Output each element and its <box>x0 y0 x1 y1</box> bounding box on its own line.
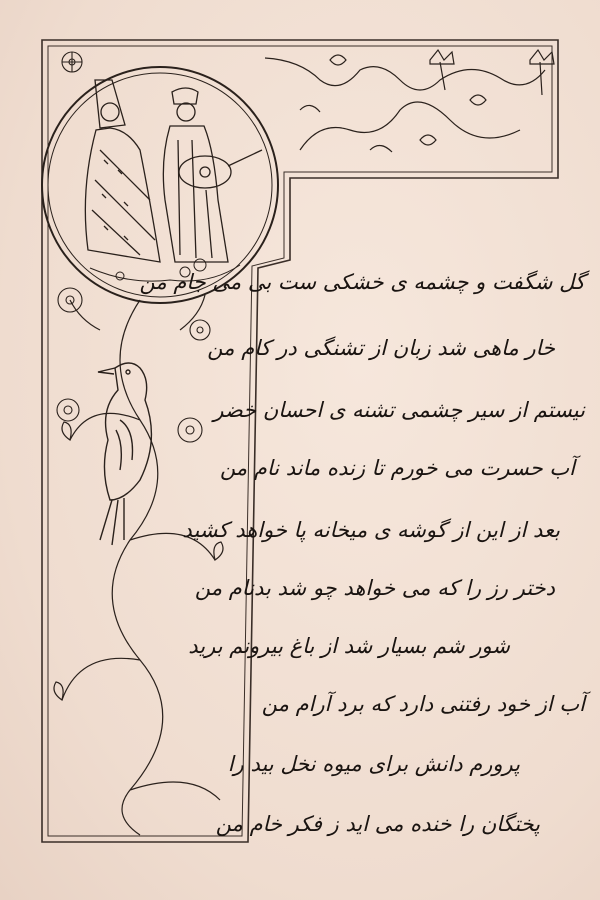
verse-line: پرورم دانش برای میوه نخل بید را <box>227 752 520 776</box>
verse-line: دختر رز را که می خواهد چو شد بدنام من <box>194 576 555 600</box>
verse-line: آب از خود رفتنی دارد که برد آرام من <box>261 692 585 716</box>
verse-line: نیستم از سیر چشمی تشنه ی احسان خضر <box>213 398 585 422</box>
left-vine-ornament-icon <box>54 295 223 835</box>
top-vine-ornament-icon <box>265 55 545 152</box>
verse-line: شور شم بسیار شد از باغ بیرونم برید <box>188 634 510 658</box>
medallion <box>42 67 278 303</box>
carnation-icon <box>430 50 554 95</box>
verse-line: خار ماهی شد زبان از تشنگی در کام من <box>207 336 555 360</box>
verse-line: بعد از این از گوشه ی میخانه پا خواهد کشید <box>182 518 560 542</box>
inner-frame-line <box>48 46 552 836</box>
lady-figure-icon <box>85 80 160 262</box>
verse-line: پختگان را خنده می اید ز فکر خام من <box>215 812 540 836</box>
verse-line: آب حسرت می خورم تا زنده ماند نام من <box>219 456 575 480</box>
verse-line: گل شگفت و چشمه ی خشکی ست بی می جام من <box>139 270 585 294</box>
top-corner-rosette-icon <box>62 52 82 72</box>
